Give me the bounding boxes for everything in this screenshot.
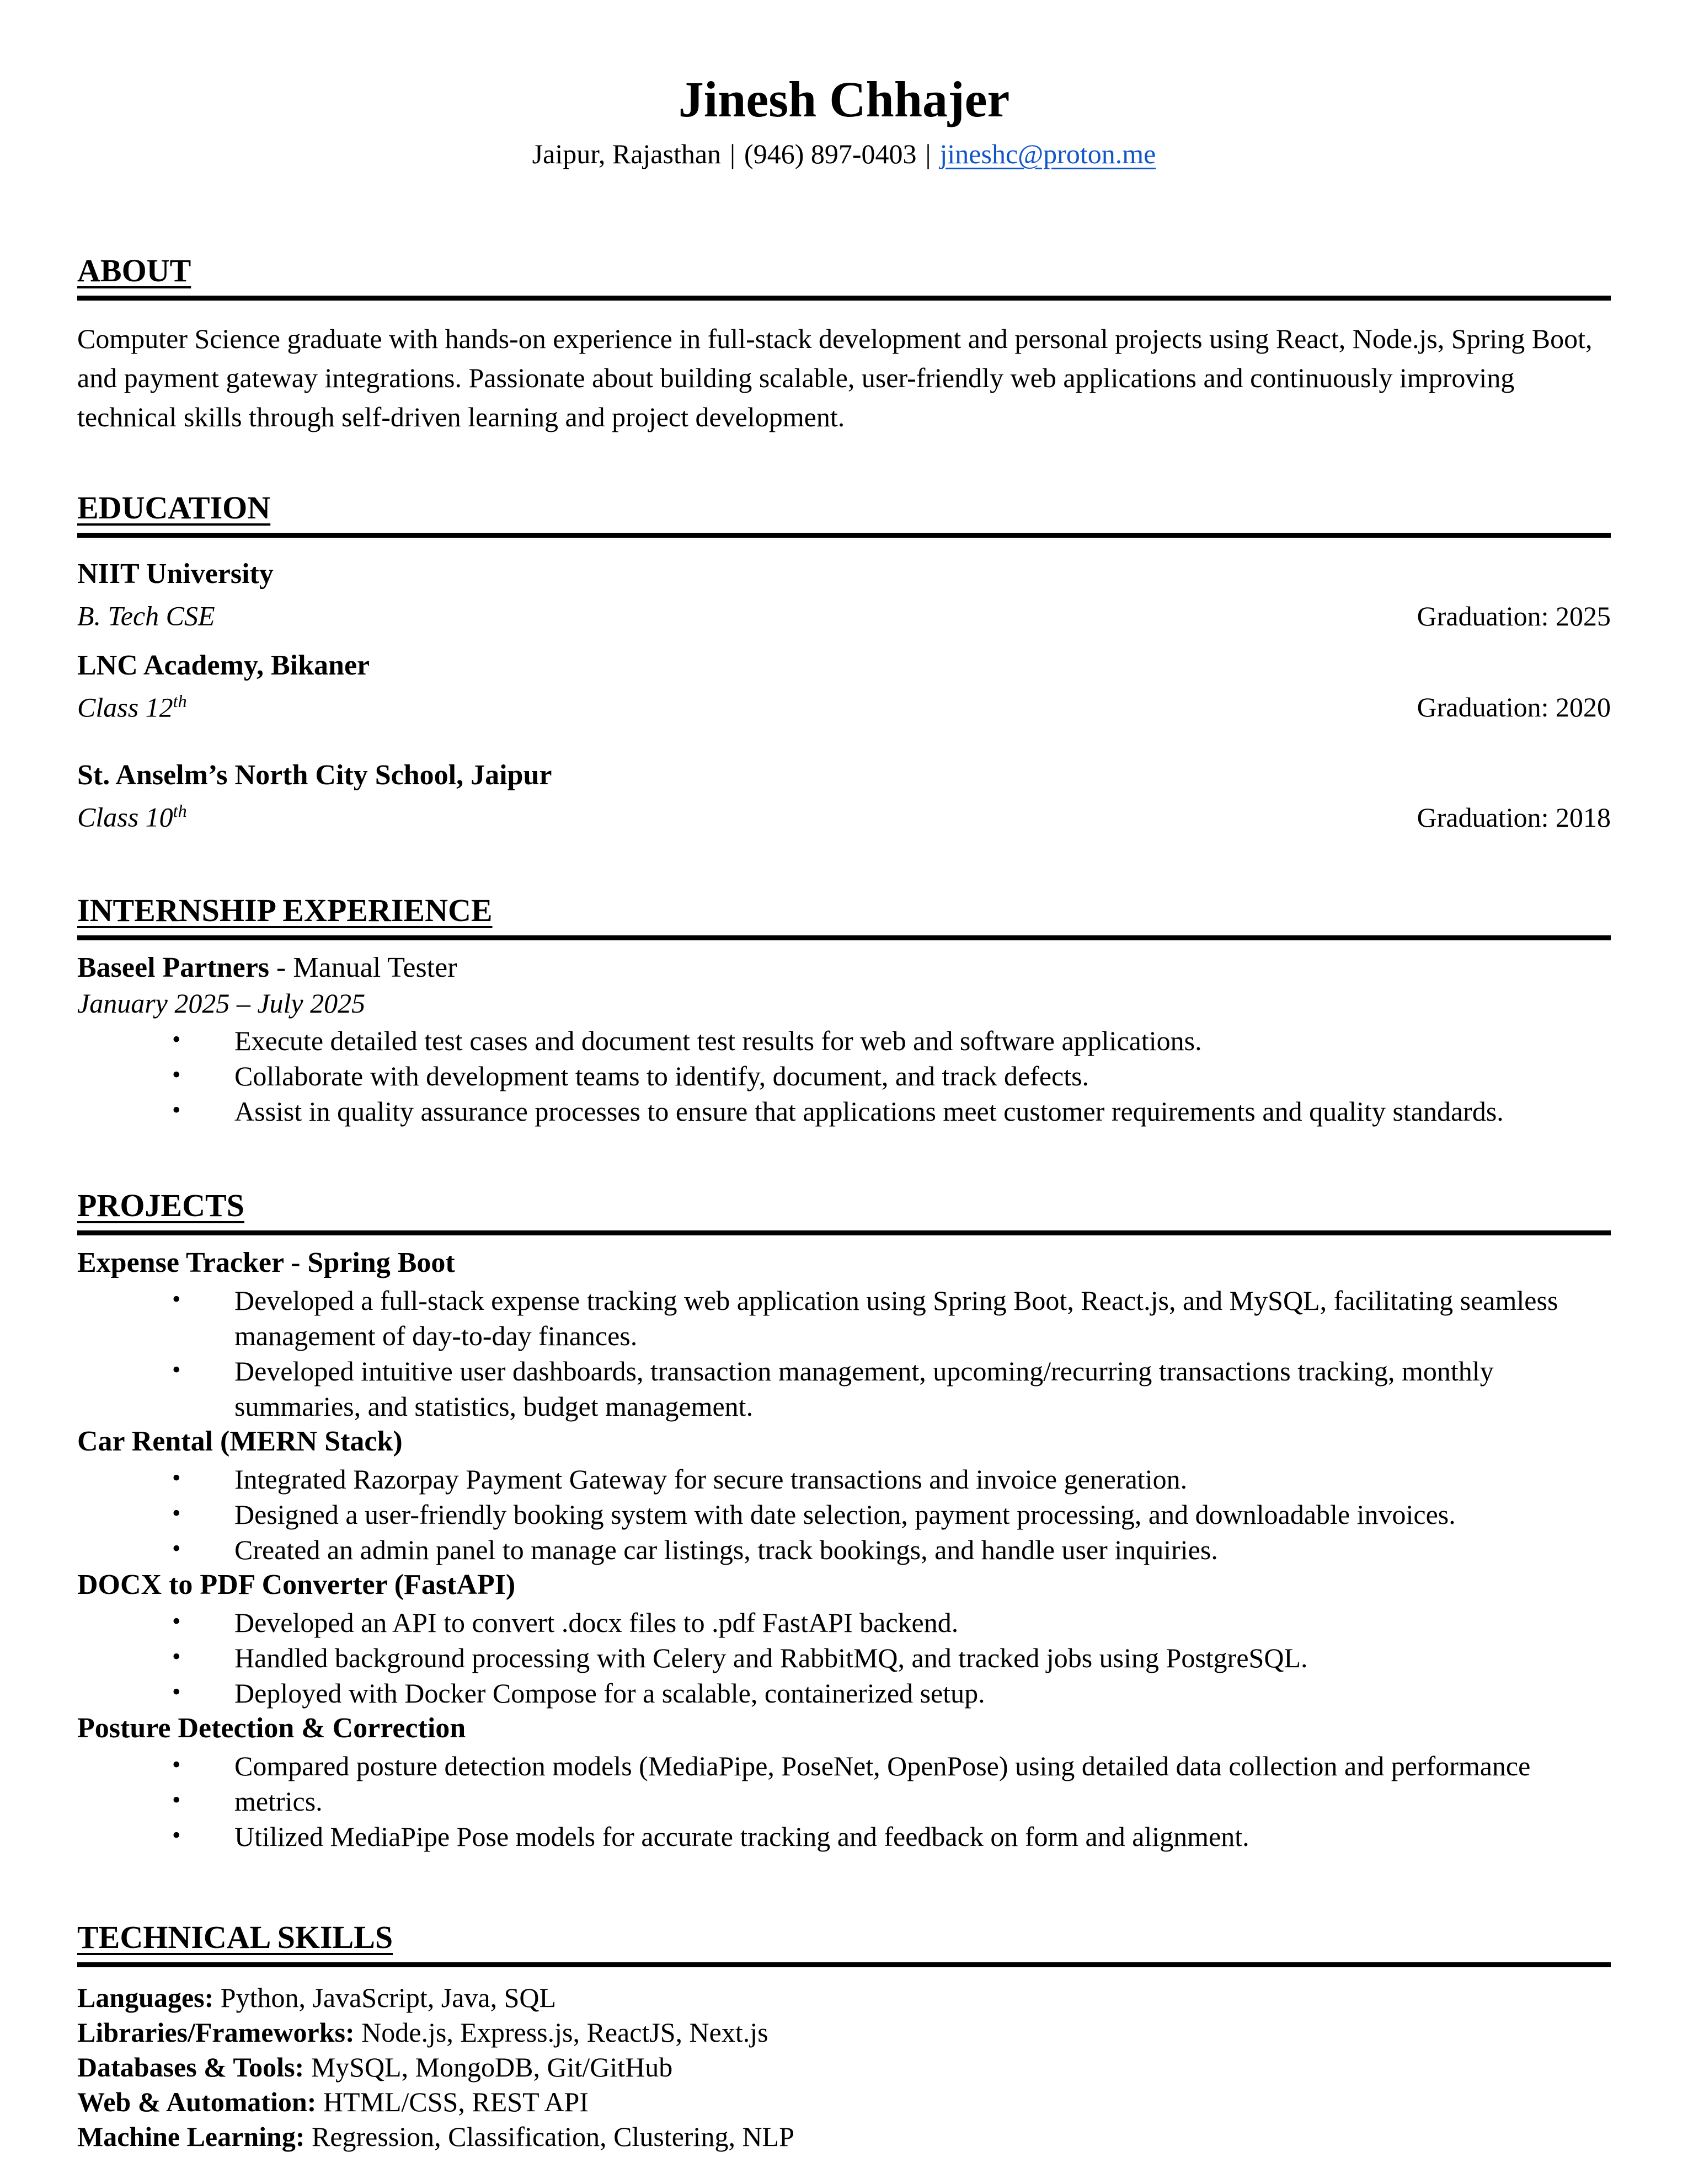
contact-line bbox=[77, 137, 1611, 171]
skill-values: MySQL, MongoDB, Git/GitHub bbox=[304, 2051, 673, 2083]
about-heading bbox=[77, 253, 1611, 301]
company-name: Baseel Partners bbox=[77, 951, 270, 983]
education-detail-row bbox=[77, 683, 1611, 725]
bullet-marker: • bbox=[172, 1464, 181, 1491]
bullet-item bbox=[77, 1058, 1611, 1094]
project-bullet-list bbox=[77, 1462, 1611, 1567]
education-detail-row bbox=[77, 592, 1611, 634]
project-item bbox=[77, 1245, 1611, 1424]
project-name: Car Rental (MERN Stack) bbox=[77, 1425, 403, 1457]
degree-superscript: th bbox=[173, 801, 187, 821]
bullet-text: Designed a user-friendly booking system with date selection, payment processing, and downloadable invoices. bbox=[234, 1498, 1456, 1530]
bullet-marker: • bbox=[172, 1678, 181, 1705]
skill-row bbox=[77, 2015, 1611, 2050]
bullet-item bbox=[77, 1283, 1611, 1353]
bullet-marker: • bbox=[172, 1356, 181, 1383]
bullet-text: Assist in quality assurance processes to ensure that applications meet customer requirements and quality standards. bbox=[234, 1095, 1504, 1127]
bullet-marker: • bbox=[172, 1751, 181, 1778]
bullet-text: Developed intuitive user dashboards, transaction management, upcoming/recurring transactions tracking, monthly summaries, and statistics, budget management. bbox=[234, 1355, 1494, 1422]
bullet-text: Developed an API to convert .docx files to .pdf FastAPI backend. bbox=[234, 1607, 959, 1638]
bullet-item bbox=[77, 1023, 1611, 1058]
skill-row bbox=[77, 2085, 1611, 2119]
degree-text: Class 12 bbox=[77, 692, 173, 723]
project-item bbox=[77, 1711, 1611, 1854]
project-name: Posture Detection & Correction bbox=[77, 1712, 466, 1744]
skill-row bbox=[77, 2119, 1611, 2154]
bullet-marker: • bbox=[172, 1499, 181, 1527]
bullet-item bbox=[77, 1640, 1611, 1676]
education-heading-text: EDUCATION bbox=[77, 490, 271, 526]
bullet-item bbox=[77, 1819, 1611, 1854]
skill-category: Libraries/Frameworks: bbox=[77, 2016, 355, 2048]
bullet-item bbox=[77, 1676, 1611, 1711]
bullet-text: Handled background processing with Celery and RabbitMQ, and tracked jobs using PostgreSQL. bbox=[234, 1642, 1308, 1673]
skill-category: Databases & Tools: bbox=[77, 2051, 305, 2083]
skills-heading-text: TECHNICAL SKILLS bbox=[77, 1919, 393, 1955]
skill-category: Languages: bbox=[77, 1982, 214, 2013]
bullet-text: Deployed with Docker Compose for a scalable, containerized setup. bbox=[234, 1677, 985, 1709]
degree bbox=[77, 683, 187, 725]
project-bullet-list bbox=[77, 1283, 1611, 1424]
degree bbox=[77, 793, 187, 835]
bullet-marker: • bbox=[172, 1096, 181, 1123]
bullet-item bbox=[77, 1094, 1611, 1129]
education-heading bbox=[77, 490, 1611, 538]
section-about bbox=[77, 253, 1611, 437]
bullet-item bbox=[77, 1497, 1611, 1532]
bullet-marker: • bbox=[172, 1821, 181, 1849]
contact-phone: (946) 897-0403 bbox=[744, 138, 917, 169]
internship-bullet-list bbox=[77, 1023, 1611, 1129]
section-education bbox=[77, 490, 1611, 835]
skill-category: Machine Learning: bbox=[77, 2121, 305, 2152]
education-entry bbox=[77, 758, 1611, 835]
projects-heading-text: PROJECTS bbox=[77, 1187, 244, 1223]
degree-text: B. Tech CSE bbox=[77, 600, 215, 631]
school-name: NIIT University bbox=[77, 558, 274, 590]
bullet-item bbox=[77, 1462, 1611, 1497]
internship-heading-text: INTERNSHIP EXPERIENCE bbox=[77, 892, 493, 928]
internship-dates: January 2025 – July 2025 bbox=[77, 987, 366, 1019]
bullet-marker: • bbox=[172, 1025, 181, 1053]
bullet-item bbox=[77, 1605, 1611, 1640]
skill-row bbox=[77, 1980, 1611, 2015]
project-name: Expense Tracker - Spring Boot bbox=[77, 1246, 455, 1278]
bullet-text: Utilized MediaPipe Pose models for accurate tracking and feedback on form and alignment. bbox=[234, 1821, 1249, 1852]
internship-company-line bbox=[77, 950, 1611, 986]
education-detail-row bbox=[77, 793, 1611, 835]
bullet-text: Collaborate with development teams to identify, document, and track defects. bbox=[234, 1060, 1089, 1091]
contact-separator: | bbox=[730, 138, 736, 169]
section-projects bbox=[77, 1187, 1611, 1854]
graduation-year: Graduation: 2020 bbox=[1417, 692, 1611, 723]
internship-heading bbox=[77, 892, 1611, 940]
bullet-text: Integrated Razorpay Payment Gateway for secure transactions and invoice generation. bbox=[234, 1463, 1188, 1495]
resume-header bbox=[77, 71, 1611, 171]
project-item bbox=[77, 1424, 1611, 1567]
degree bbox=[77, 592, 215, 634]
bullet-marker: • bbox=[172, 1285, 181, 1313]
skill-values: Node.js, Express.js, ReactJS, Next.js bbox=[354, 2016, 768, 2048]
role-title: - Manual Tester bbox=[269, 951, 457, 983]
skill-category: Web & Automation: bbox=[77, 2086, 317, 2117]
bullet-item bbox=[77, 1353, 1611, 1424]
section-technical-skills bbox=[77, 1919, 1611, 2154]
project-item bbox=[77, 1567, 1611, 1711]
bullet-marker: • bbox=[172, 1786, 181, 1813]
bullet-text: Execute detailed test cases and document test results for web and software applications. bbox=[234, 1025, 1202, 1056]
skill-values: Regression, Classification, Clustering, NLP bbox=[305, 2121, 794, 2152]
bullet-marker: • bbox=[172, 1607, 181, 1635]
skills-heading bbox=[77, 1919, 1611, 1967]
project-bullet-list bbox=[77, 1605, 1611, 1711]
bullet-item bbox=[77, 1784, 1611, 1819]
bullet-text: Compared posture detection models (MediaPipe, PoseNet, OpenPose) using detailed data collection and performance bbox=[234, 1750, 1531, 1781]
school-name: St. Anselm’s North City School, Jaipur bbox=[77, 759, 552, 791]
bullet-text: Developed a full-stack expense tracking web application using Spring Boot, React.js, and MySQL, facilitating seamless management of day-to-day finances. bbox=[234, 1284, 1558, 1351]
degree-text: Class 10 bbox=[77, 801, 173, 833]
bullet-marker: • bbox=[172, 1061, 181, 1088]
bullet-marker: • bbox=[172, 1534, 181, 1562]
bullet-text: metrics. bbox=[234, 1785, 323, 1817]
email-link[interactable]: jineshc@proton.me bbox=[939, 138, 1156, 169]
bullet-text: Created an admin panel to manage car listings, track bookings, and handle user inquiries. bbox=[234, 1534, 1218, 1565]
degree-superscript: th bbox=[173, 690, 187, 711]
school-name: LNC Academy, Bikaner bbox=[77, 649, 370, 681]
contact-separator: | bbox=[925, 138, 931, 169]
project-name: DOCX to PDF Converter (FastAPI) bbox=[77, 1569, 516, 1600]
education-entry bbox=[77, 648, 1611, 725]
skill-row bbox=[77, 2050, 1611, 2085]
bullet-item bbox=[77, 1532, 1611, 1567]
projects-heading bbox=[77, 1187, 1611, 1235]
section-internship bbox=[77, 892, 1611, 1129]
about-text: Computer Science graduate with hands-on experience in full-stack development and personal projects using React, Node.js, Spring Boot, and payment gateway integrations. Passionate about building scalable, user-friendly web applications and continuously improving technical skills through self-driven learning and project development. bbox=[77, 323, 1593, 432]
graduation-year: Graduation: 2018 bbox=[1417, 801, 1611, 833]
candidate-name: Jinesh Chhajer bbox=[678, 71, 1010, 127]
skill-values: HTML/CSS, REST API bbox=[316, 2086, 589, 2117]
bullet-item bbox=[77, 1748, 1611, 1784]
contact-location: Jaipur, Rajasthan bbox=[532, 138, 722, 169]
graduation-year: Graduation: 2025 bbox=[1417, 600, 1611, 631]
bullet-marker: • bbox=[172, 1642, 181, 1670]
skill-values: Python, JavaScript, Java, SQL bbox=[213, 1982, 557, 2013]
project-bullet-list bbox=[77, 1748, 1611, 1854]
about-heading-text: ABOUT bbox=[77, 253, 191, 288]
education-entry bbox=[77, 556, 1611, 634]
